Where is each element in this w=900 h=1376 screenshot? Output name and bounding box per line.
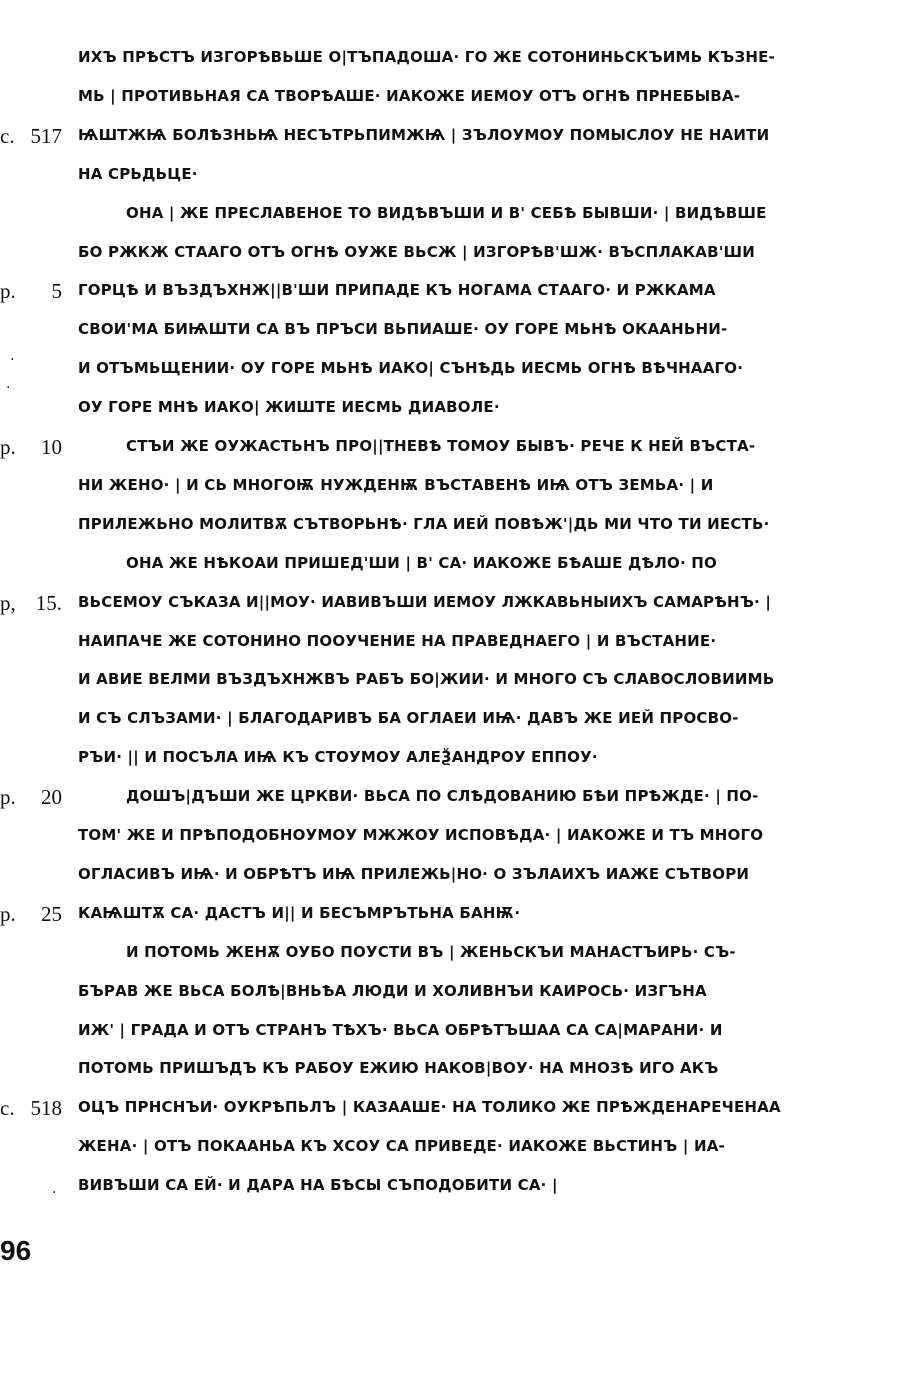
margin-number: 517 <box>30 123 62 148</box>
text-line: ОУ ГОРЕ МНѢ ИАКО| ЖИШТЕ ИЕСМЬ ДИАВОЛЕ· <box>78 398 500 417</box>
text-line: И ОТЪМЬЩЕНИИ· ОУ ГОРЕ МЬНѢ ИАКО| СЪНѢДЬ ИЕСМЬ ОГНѢ ВѢЧНААГО· <box>78 359 744 378</box>
margin-letter: р. <box>0 435 16 459</box>
text-line: НА СРЬДЬЦЕ· <box>78 164 198 183</box>
text-line: ОГЛАСИВЪ ИѨ· И ОБРѢТЪ ИѨ ПРИЛЕЖЬ|НО· О ЗЪЛАИХЪ ИАЖЕ СЪТВОРИ <box>78 864 750 883</box>
text-line: ИЖ' | ГРАДА И ОТЪ СТРАНЪ ТѢХЪ· ВЬСА ОБРѢТЪШАА СА СА|МАРАНИ· И <box>78 1020 723 1039</box>
margin-letter: р. <box>0 785 16 810</box>
margin-number: 518 <box>30 1096 62 1121</box>
text-line: ЖЕНА· | ОТЪ ПОКААНЬА КЪ ХСОУ СА ПРИВЕДЕ· ИАКОЖЕ ВЬСТИНЪ | ИА- <box>78 1137 725 1156</box>
text-line: ОНА ЖЕ НѢКОАИ ПРИШЕД'ШИ | В' СА· ИАКОЖЕ БѢАШЕ ДѢЛО· ПО <box>126 553 717 572</box>
text-line: БЪРАВ ЖЕ ВЬСА БОЛѢ|ВНЬѢА ЛЮДИ И ХОЛИВНЪИ КАИРОСЬ· ИЗГЪНА <box>78 981 707 1000</box>
text-line: ОНА | ЖЕ ПРЕСЛАВЕНОЕ ТО ВИДѢВЪШИ И В' СЕБѢ БЫВШИ· | ВИДѢВШЕ <box>126 203 767 222</box>
text-line: КАѨШТѪ СА· ДАСТЪ И|| И БЕСЪМРЪТЬНА БАНѬ· <box>78 903 521 922</box>
text-line: ОЦЪ ПРНСНЪИ· ОУКРѢПЬЛЪ | КАЗААШЕ· НА ТОЛИКО ЖЕ ПРѢЖДЕНАРЕЧЕНАА <box>78 1098 781 1117</box>
text-line: ВЬСЕМОУ СЪКАЗА И||МОУ· ИАВИВЪШИ ИЕМОУ ЛЖКАВЬНЫИХЪ САМАРѢНЪ· | <box>78 592 772 611</box>
margin-letter: с. <box>0 123 15 148</box>
text-line: ИХЪ ПРѢСТЪ ИЗГОРѢВЬШЕ О|ТЪПАДОША· ГО ЖЕ СОТОНИНЬСКЪИМЬ КЪЗНЕ- <box>78 48 775 66</box>
margin-reference <box>0 124 70 152</box>
page-number: 96 <box>0 1235 32 1266</box>
margin-letter: р, <box>0 590 16 615</box>
margin-reference <box>0 591 70 619</box>
text-line: ѨШТЖѨ БОЛѢЗНЬѨ НЕСЪТРЬПИМЖѨ | ЗЪЛОУМОУ ПОМЫСЛОУ НЕ НАИТИ <box>78 125 770 144</box>
margin-number: 15. <box>35 590 62 615</box>
text-line: ТОМ' ЖЕ И ПРѢПОДОБНОУМОУ МЖЖОУ ИСПОВѢДА· | ИАКОЖЕ И ТЪ МНОГО <box>78 826 764 844</box>
text-line: ПОТОМЬ ПРИШЪДЪ КЪ РАБОУ ЕЖИЮ НАКОВ|ВОУ· НА МНОЗѢ ИГО АКЪ <box>78 1059 719 1078</box>
margin-mark: · <box>10 352 15 368</box>
margin-number: 5 <box>51 279 62 304</box>
margin-letter: с. <box>0 1096 15 1121</box>
text-line: И ПОТОМЬ ЖЕНѪ ОУБО ПОУСТИ ВЪ | ЖЕНЬСКЪИ МАНАСТЪИРЬ· СЪ- <box>126 942 736 961</box>
text-line: ПРИЛЕЖЬНО МОЛИТВѪ СЪТВОРЬНѢ· ГЛА ИЕЙ ПОВѢЖ'|ДЬ МИ ЧТО ТИ ИЕСТЬ· <box>78 514 770 533</box>
text-line: НАИПАЧЕ ЖЕ СОТОНИНО ПООУЧЕНИЕ НА ПРАВЕДНАЕГО | И ВЪСТАНИЕ· <box>78 631 717 650</box>
text-line: СВОИ'МА БИѨШТИ СА ВЪ ПРЪСИ ВЬПИАШЕ· ОУ ГОРЕ МЬНѢ ОКААНЬНИ- <box>78 320 728 339</box>
margin-reference <box>0 902 70 930</box>
margin-number: 25 <box>41 901 62 926</box>
margin-mark: · <box>6 380 11 396</box>
text-line: И АВИЕ ВЕЛМИ ВЪЗДЪХНЖВЪ РАБЪ БО|ЖИИ· И МНОГО СЪ СЛАВОСЛОВИИМЬ <box>78 670 775 689</box>
margin-letter: р. <box>0 279 16 304</box>
text-line: НИ ЖЕНО· | И СЬ МНОГОѬ НУЖДЕНѬ ВЪСТАВЕНѢ ИѨ ОТЪ ЗЕМЬА· | И <box>78 475 714 494</box>
margin-reference <box>0 1096 70 1124</box>
text-line: СТЪИ ЖЕ ОУЖАСТЬНЪ ПРО||ТНЕВѢ ТОМОУ БЫВЪ· РЕЧЕ К НЕЙ ВЪСТА- <box>126 437 756 455</box>
text-line: БО РЖКЖ СТААГО ОТЪ ОГНѢ ОУЖЕ ВЬСЖ | ИЗГОРѢВ'ШЖ· ВЪСПЛАКАВ'ШИ <box>78 242 755 261</box>
text-line: И СЪ СЛЪЗАМИ· | БЛАГОДАРИВЪ БА ОГЛАЕИ ИѨ· ДАВЪ ЖЕ ИЕЙ ПРОСВО- <box>78 709 739 728</box>
text-line: ДОШЪ|ДЪШИ ЖЕ ЦРКВИ· ВЬСА ПО СЛѢДОВАНИЮ БѢИ ПРѢЖДЕ· | ПО- <box>126 787 759 806</box>
margin-number: 20 <box>41 785 62 810</box>
margin-reference <box>0 435 70 463</box>
text-line: МЬ | ПРОТИВЬНАЯ СА ТВОРѢАШЕ· ИАКОЖЕ ИЕМОУ ОТЪ ОГНѢ ПРНЕБЫВА- <box>78 86 741 105</box>
margin-reference <box>0 785 70 813</box>
margin-reference <box>0 279 70 307</box>
margin-number: 10 <box>41 435 62 459</box>
text-line: ГОРЦѢ И ВЪЗДЪХНЖ||В'ШИ ПРИПАДЕ КЪ НОГАМА СТААГО· И РЖКАМА <box>78 281 716 300</box>
text-line: ВИВЪШИ СА ЕЙ· И ДАРА НА БѢСЫ СЪПОДОБИТИ СА· | <box>78 1176 558 1195</box>
margin-mark: · <box>52 1185 57 1201</box>
text-line: РЪИ· || И ПОСЪЛА ИѨ КЪ СТОУМОУ АЛЕѮАНДРОУ ЕППОУ· <box>78 748 598 767</box>
margin-letter: р. <box>0 901 16 926</box>
